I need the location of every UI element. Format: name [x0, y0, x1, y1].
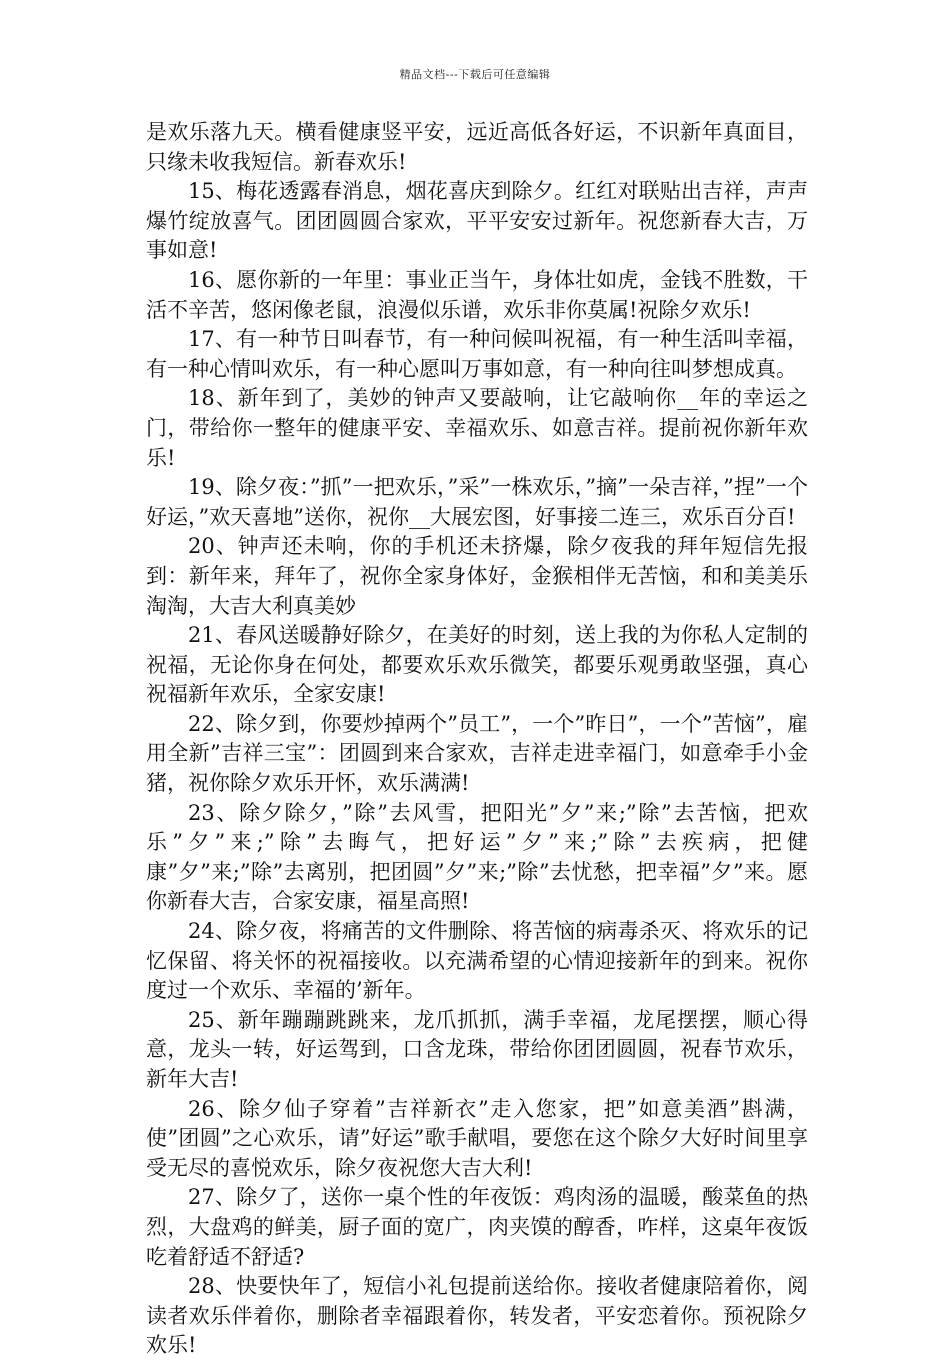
paragraph: 24、除夕夜，将痛苦的文件删除、将苦恼的病毒杀灭、将欢乐的记忆保留、将关怀的祝福接收。以充满希望的心情迎接新年的到来。祝你度过一个欢乐、幸福的’新年。 — [146, 919, 808, 1003]
paragraph: 22、除夕到，你要炒掉两个”员工”，一个”昨日”，一个”苦恼”，雇用全新”吉祥三宝”：团圆到来合家欢，吉祥走进幸福门，如意牵手小金猪，祝你除夕欢乐开怀，欢乐满满! — [146, 711, 808, 796]
paragraph: 16、愿你新的一年里：事业正当午，身体壮如虎，金钱不胜数，干活不辛苦，悠闲像老鼠，浪漫似乐谱，欢乐非你莫属!祝除夕欢乐! — [146, 267, 808, 322]
paragraph: 25、新年蹦蹦跳跳来，龙爪抓抓，满手幸福，龙尾摆摆，顺心得意，龙头一转，好运驾到，口含龙珠，带给你团团圆圆，祝春节欢乐，新年大吉! — [146, 1007, 808, 1091]
paragraph: 28、快要快年了，短信小礼包提前送给你。接收者健康陪着你，阅读者欢乐伴着你，删除者幸福跟着你，转发者，平安恋着你。预祝除夕欢乐! — [146, 1274, 808, 1358]
paragraph: 20、钟声还未响，你的手机还未挤爆，除夕夜我的拜年短信先报到：新年来，拜年了，祝你全家身体好，金猴相伴无苦恼，和和美美乐淘淘，大吉大利真美妙 — [146, 534, 808, 618]
paragraph: 18、新年到了，美妙的钟声又要敲响，让它敲响你__年的幸运之门，带给你一整年的健康平安、幸福欢乐、如意吉祥。提前祝你新年欢乐! — [146, 386, 808, 470]
paragraph: 23、除夕除夕，”除”去风雪，把阳光”夕”来;”除”去苦恼，把欢乐”夕”来;”除”去晦气，把好运”夕”来;”除”去疾病，把健康”夕”来;”除”去离别，把团圆”夕”来;”除”去忧愁，把幸福”夕”来。愿你新春大吉，合家安康，福星高照! — [146, 800, 808, 914]
paragraph: 26、除夕仙子穿着”吉祥新衣”走入您家，把”如意美酒”斟满，使”团圆”之心欢乐，请”好运”歌手献唱，要您在这个除夕大好时间里享受无尽的喜悦欢乐，除夕夜祝您大吉大利! — [146, 1096, 808, 1180]
paragraph: 19、除夕夜：”抓”一把欢乐，”采”一株欢乐，”摘”一朵吉祥，”捏”一个好运，”欢天喜地”送你，祝你__大展宏图，好事接二连三，欢乐百分百! — [146, 475, 808, 529]
paragraph: 是欢乐落九天。横看健康竖平安，远近高低各好运，不识新年真面目，只缘未收我短信。新春欢乐! — [146, 120, 808, 174]
paragraph: 15、梅花透露春消息，烟花喜庆到除夕。红红对联贴出吉祥，声声爆竹绽放喜气。团团圆圆合家欢，平平安安过新年。祝您新春大吉，万事如意! — [146, 179, 808, 263]
paragraph: 17、有一种节日叫春节，有一种问候叫祝福，有一种生活叫幸福，有一种心情叫欢乐，有一种心愿叫万事如意，有一种向往叫梦想成真。 — [146, 327, 808, 381]
paragraph: 21、春风送暖静好除夕，在美好的时刻，送上我的为你私人定制的祝福，无论你身在何处，都要欢乐欢乐微笑，都要乐观勇敢坚强，真心祝福新年欢乐，全家安康! — [146, 623, 808, 707]
page-header: 精品文档---下载后可任意编辑 — [399, 68, 551, 81]
paragraph: 27、除夕了，送你一桌个性的年夜饭：鸡肉汤的温暖，酸菜鱼的热烈，大盘鸡的鲜美，厨子面的宽广，肉夹馍的醇香，咋样，这桌年夜饭吃着舒适不舒适? — [146, 1185, 808, 1269]
document-body — [146, 118, 808, 1361]
